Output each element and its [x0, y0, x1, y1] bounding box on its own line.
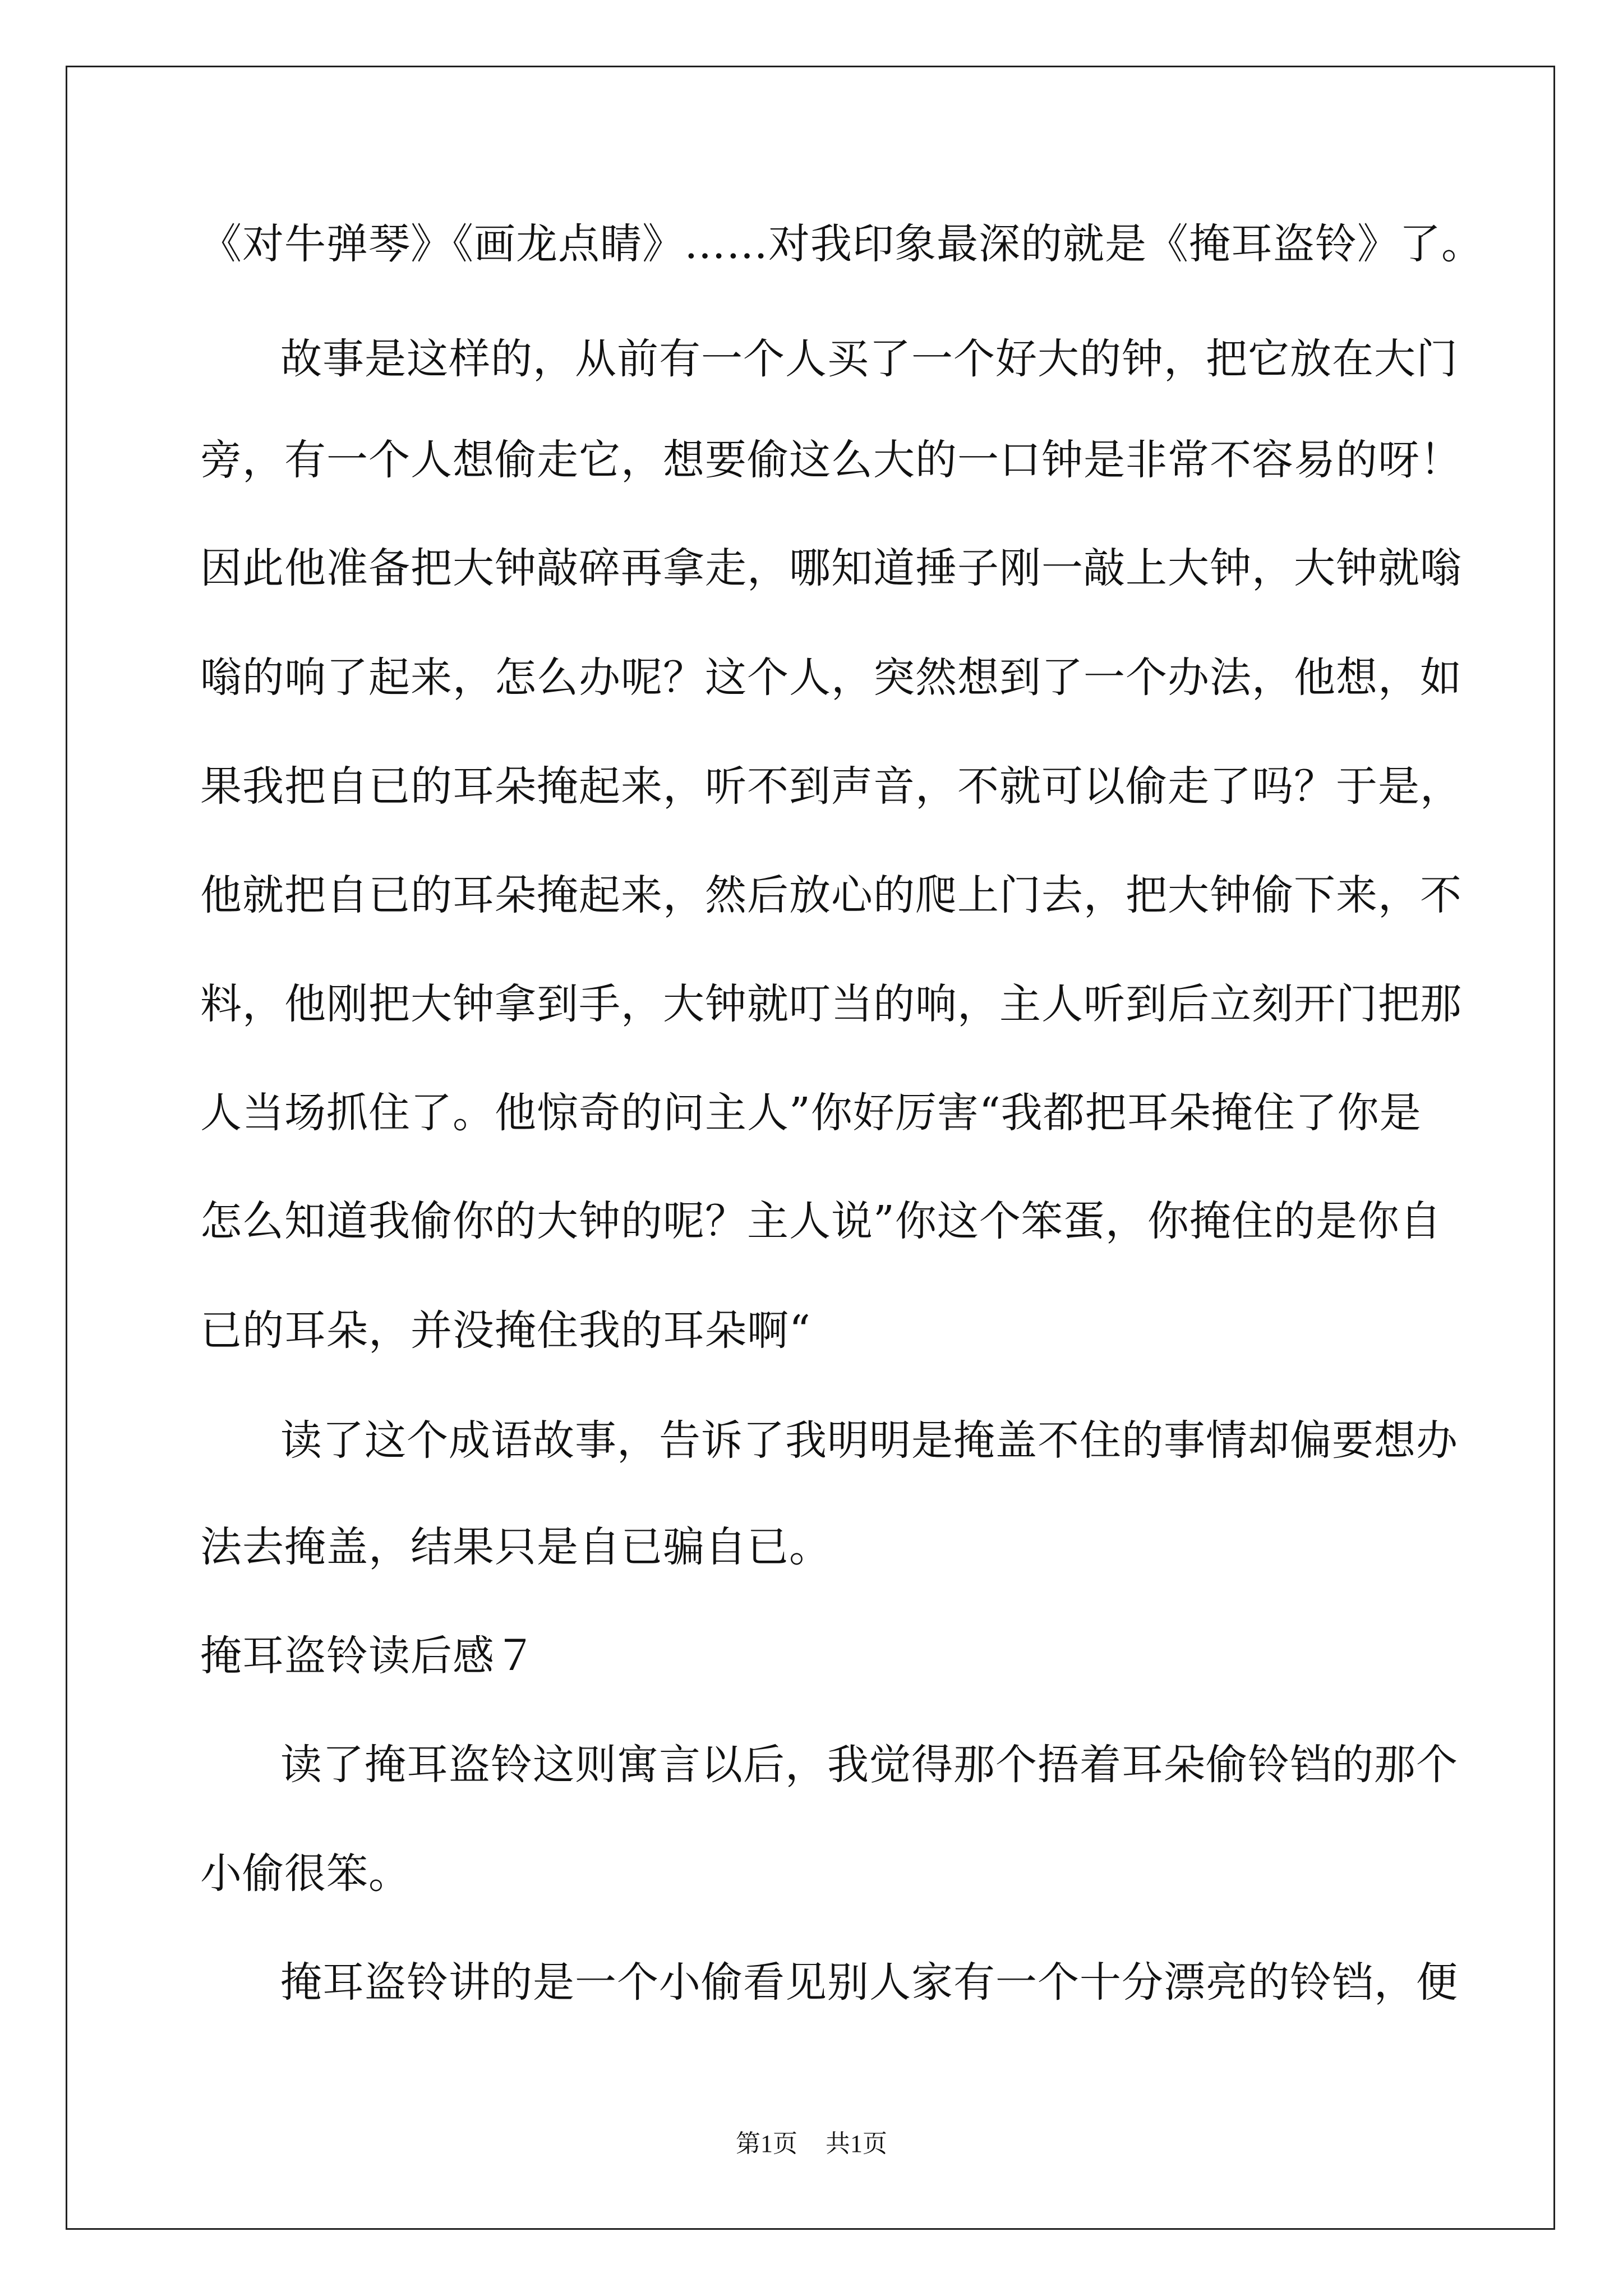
page-number-current: 第1页	[736, 2130, 797, 2157]
text-line-10: 怎么知道我偷你的大钟的呢？主人说”你这个笨蛋，你掩住的是你自	[200, 1197, 1442, 1245]
text-line-3: 旁，有一个人想偷走它，想要偷这么大的一口钟是非常不容易的呀！	[200, 436, 1462, 484]
text-line-5: 嗡的响了起来，怎么办呢？这个人，突然想到了一个办法，他想，如	[200, 654, 1462, 702]
text-line-1: 《对牛弹琴》《画龙点睛》……对我印象最深的就是《掩耳盗铃》了。	[200, 220, 1483, 268]
text-line-14: 读了掩耳盗铃这则寓言以后，我觉得那个捂着耳朵偷铃铛的那个	[280, 1741, 1458, 1789]
text-line-15: 小偷很笨。	[200, 1849, 411, 1898]
text-line-9: 人当场抓住了。他惊奇的问主人”你好厉害“我都把耳朵掩住了你是	[200, 1089, 1422, 1137]
text-line-8: 料，他刚把大钟拿到手，大钟就叮当的响，主人听到后立刻开门把那	[200, 980, 1462, 1028]
section-heading: 掩耳盗铃读后感７	[200, 1632, 537, 1680]
text-line-12: 读了这个成语故事，告诉了我明明是掩盖不住的事情却偏要想办	[280, 1416, 1458, 1465]
text-line-2: 故事是这样的，从前有一个人买了一个好大的钟，把它放在大门	[280, 335, 1458, 383]
page-footer	[0, 2127, 1623, 2161]
text-line-6: 果我把自已的耳朵掩起来，听不到声音，不就可以偷走了吗？于是，	[200, 762, 1462, 811]
text-line-11: 已的耳朵，并没掩住我的耳朵啊“	[200, 1306, 811, 1355]
text-line-7: 他就把自已的耳朵掩起来，然后放心的爬上门去，把大钟偷下来，不	[200, 871, 1462, 919]
text-line-13: 法去掩盖，结果只是自已骗自已。	[200, 1523, 831, 1571]
text-line-16: 掩耳盗铃讲的是一个小偷看见别人家有一个十分漂亮的铃铛，便	[280, 1958, 1458, 2007]
text-line-4: 因此他准备把大钟敲碎再拿走，哪知道捶子刚一敲上大钟，大钟就嗡	[200, 544, 1462, 592]
page-number-total: 共1页	[826, 2130, 887, 2157]
page-border	[66, 66, 1555, 2230]
